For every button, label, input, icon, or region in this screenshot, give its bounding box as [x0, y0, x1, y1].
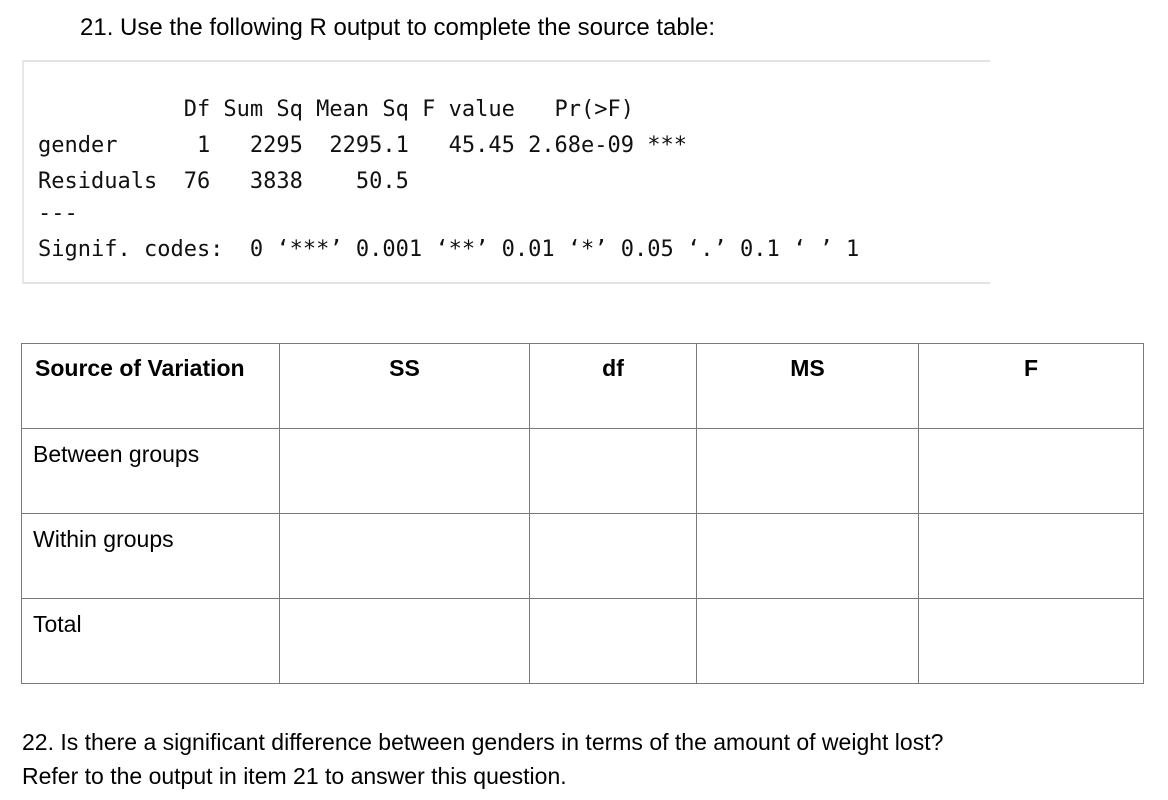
r-output-header: Df Sum Sq Mean Sq F value Pr(>F) [38, 97, 635, 122]
r-output-row-gender: gender 1 2295 2295.1 45.45 2.68e-09 *** [38, 133, 688, 158]
cell-between-f[interactable] [919, 429, 1144, 514]
source-table [21, 343, 1144, 684]
cell-between-df[interactable] [530, 429, 697, 514]
cell-within-ms[interactable] [697, 514, 919, 599]
cell-total-ss[interactable] [280, 599, 530, 684]
header-ms: MS [697, 344, 919, 429]
cell-between-ms[interactable] [697, 429, 919, 514]
header-ss: SS [280, 344, 530, 429]
cell-within-ss[interactable] [280, 514, 530, 599]
r-output-row-residuals: Residuals 76 3838 50.5 [38, 169, 409, 194]
header-df: df [530, 344, 697, 429]
header-f: F [919, 344, 1144, 429]
question-22-line-2: Refer to the output in item 21 to answer this question. [22, 763, 567, 789]
cell-total-ms[interactable] [697, 599, 919, 684]
question-22 [22, 725, 943, 793]
row-label-between-groups: Between groups [22, 429, 280, 514]
header-source-of-variation: Source of Variation [22, 344, 280, 429]
cell-within-df[interactable] [530, 514, 697, 599]
row-label-total: Total [22, 599, 280, 684]
r-output-signif-codes: Signif. codes: 0 ‘***’ 0.001 ‘**’ 0.01 ‘*’ 0.05 ‘.’ 0.1 ‘ ’ 1 [38, 237, 860, 262]
source-table-header-row [22, 344, 1144, 429]
cell-between-ss[interactable] [280, 429, 530, 514]
table-row-within [22, 514, 1144, 599]
question-21-title: 21. Use the following R output to complete the source table: [80, 14, 716, 41]
cell-within-f[interactable] [919, 514, 1144, 599]
cell-total-df[interactable] [530, 599, 697, 684]
table-row-between [22, 429, 1144, 514]
row-label-within-groups: Within groups [22, 514, 280, 599]
question-22-line-1: 22. Is there a significant difference between genders in terms of the amount of weight lost? [22, 729, 944, 755]
table-row-total [22, 599, 1144, 684]
cell-total-f[interactable] [919, 599, 1144, 684]
r-output-separator: --- [38, 201, 78, 226]
